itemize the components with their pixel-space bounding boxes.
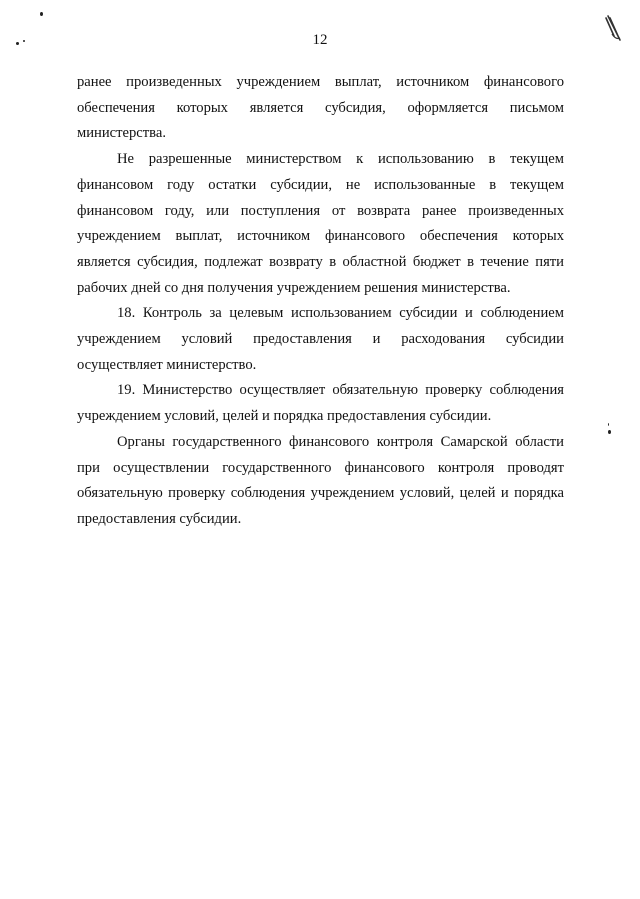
paragraph-state-control: Органы государственного финансового контроля Самарской области при осуществлении государственного финансового контроля проводят обязательную проверку соблюдения учреждением условий, целей и порядка предоставления субсидии.: [77, 433, 564, 527]
paragraph-item-19: 19. Министерство осуществляет обязательную проверку соблюдения учреждением условий, целей и порядка предоставления субсидии.: [77, 382, 564, 425]
paragraph-item-18: 18. Контроль за целевым использованием субсидии и соблюдением учреждением условий предоставления и расходования субсидии осуществляет министерство.: [77, 305, 564, 373]
paragraph-unused-balances: Не разрешенные министерством к использованию в текущем финансовом году остатки субсидии, не использованные в текущем финансовом году, или поступления от возврата ранее произведенных учреждением выплат, источником финансового обеспечения которых является субсидия, подлежат возврату в областной бюджет в течение пяти рабочих дней со дня получения учреждением решения министерства.: [77, 151, 564, 296]
document-body: [77, 70, 564, 533]
page-number: 12: [312, 32, 328, 48]
paragraph-continuation: ранее произведенных учреждением выплат, источником финансового обеспечения которых является субсидия, оформляется письмом министерства.: [77, 74, 564, 142]
